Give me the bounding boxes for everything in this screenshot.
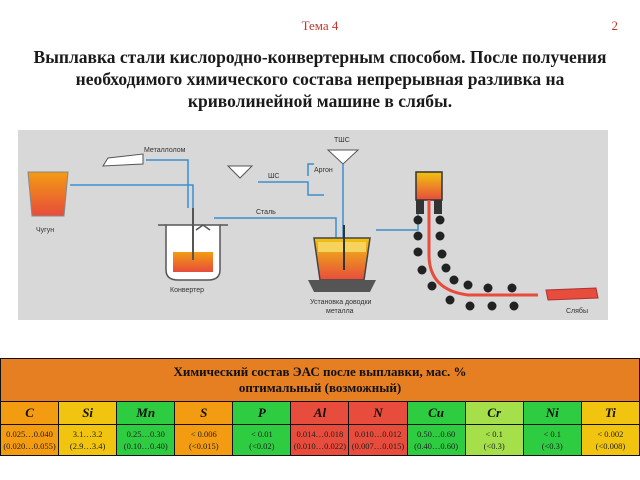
element-mn: Mn [117,402,175,425]
refining-label-line2: металла [326,308,354,315]
composition-table [0,358,640,456]
element-p: P [233,402,291,425]
value-p: < 0.01 (<0.02) [233,425,291,456]
element-c: C [1,402,59,425]
value-ti: < 0.002 (<0.008) [581,425,639,456]
element-si: Si [59,402,117,425]
table-heading-line1: Химический состав ЭАС после выплавки, мас. % [173,364,467,379]
element-ti: Ti [581,402,639,425]
table-heading [1,359,640,402]
value-n: 0.010…0.012 (0.007…0.015) [349,425,407,456]
slab-icon [546,288,598,300]
value-al: 0.014…0.018 (0.010…0.022) [291,425,349,456]
value-cr: < 0.1 (<0.3) [465,425,523,456]
values-row [1,425,640,456]
scrap-label: Металлолом [144,147,186,154]
topic-label: Тема 4 [301,18,339,33]
value-ni: < 0.1 (<0.3) [523,425,581,456]
pig-iron-ladle [28,172,68,216]
composition-table-wrap [0,358,640,480]
element-s: S [175,402,233,425]
elements-row [1,402,640,425]
value-cu: 0.50…0.60 (0.40…0.60) [407,425,465,456]
value-mn: 0.25…0.30 (0.10…0.40) [117,425,175,456]
element-n: N [349,402,407,425]
element-cu: Cu [407,402,465,425]
tshs-label: ТШС [334,137,350,144]
pig-iron-label: Чугун [36,227,55,234]
value-s: < 0.006 (<0.015) [175,425,233,456]
refining-label-line1: Установка доводки [310,299,372,306]
process-diagram [18,130,608,320]
table-heading-line2: оптимальный (возможный) [238,380,402,395]
value-si: 3.1…3.2 (2.9…3.4) [59,425,117,456]
converter-label: Конвертер [170,287,205,294]
element-cr: Cr [465,402,523,425]
argon-label: Аргон [314,167,333,174]
steel-label: Сталь [256,209,276,216]
element-al: Al [291,402,349,425]
slide-title: Выплавка стали кислородно-конвертерным способом. После получения необходимого химического состава непрерывная разливка на криволинейной машине в слябы. [33,47,607,111]
element-ni: Ni [523,402,581,425]
page-number: 2 [611,18,618,33]
slabs-label: Слябы [566,308,588,315]
diagram-background [18,130,608,320]
value-c: 0.025…0.040 (0.020…0.055) [1,425,59,456]
shs-label: ШС [268,173,280,180]
